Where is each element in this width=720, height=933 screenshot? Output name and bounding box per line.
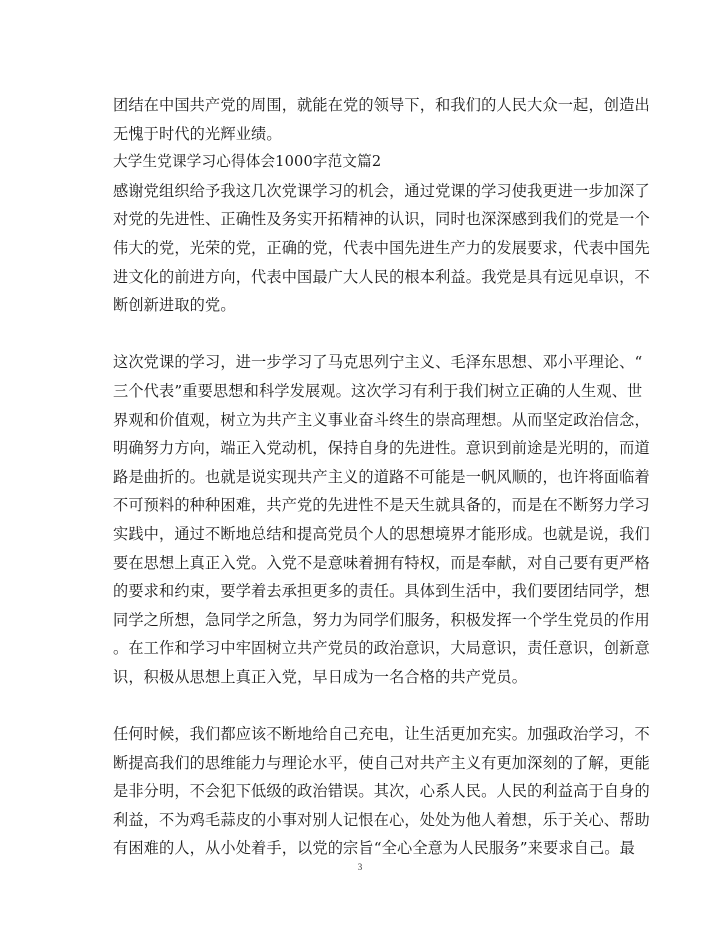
document-body <box>113 91 650 863</box>
paragraph-study <box>113 348 650 691</box>
text-line: 的要求和约束，要学着去承担更多的责任。具体到生活中，我们要团结同学，想 <box>113 582 650 601</box>
paragraph-spacer <box>113 691 613 720</box>
section-heading: 大学生党课学习心得体会1000字范文篇2 <box>113 153 382 171</box>
text-line: 同学之所想，急同学之所急，努力为同学们服务，积极发挥一个学生党员的作用 <box>113 610 650 629</box>
text-line: 是非分明，不会犯下低级的政治错误。其次，心系人民。人民的利益高于自身的 <box>113 782 650 801</box>
text-line: 界观和价值观，树立为共产主义事业奋斗终生的崇高理想。从而坚定政治信念， <box>113 410 650 429</box>
text-line: 利益，不为鸡毛蒜皮的小事对别人记恨在心，处处为他人着想，乐于关心、帮助 <box>113 810 650 829</box>
text-line: 断提高我们的思维能力与理论水平，使自己对共产主义有更加深刻的了解，更能 <box>113 753 650 772</box>
text-line: 对党的先进性、正确性及务实开拓精神的认识，同时也深深感到我们的党是一个 <box>113 210 650 229</box>
text-line: 断创新进取的党。 <box>113 296 236 315</box>
paragraph-thanks <box>113 177 650 320</box>
paragraph-always <box>113 720 650 863</box>
text-line: 无愧于时代的光辉业绩。 <box>113 124 282 143</box>
text-line: 团结在中国共产党的周围，就能在党的领导下，和我们的人民大众一起，创造出 <box>113 96 650 114</box>
text-line: 识，积极从思想上真正入党，早日成为一名合格的共产党员。 <box>113 667 528 686</box>
text-line: 有困难的人，从小处着手，以党的宗旨“全心全意为人民服务”来要求自己。最 <box>113 839 635 858</box>
paragraph-continuation <box>113 91 650 148</box>
text-line: 三个代表”重要思想和科学发展观。这次学习有利于我们树立正确的人生观、世 <box>113 381 643 400</box>
text-line: 感谢党组织给予我这几次党课学习的机会，通过党课的学习使我更进一步加深了 <box>113 181 650 200</box>
page-number: 3 <box>357 862 363 872</box>
paragraph-spacer <box>113 320 613 349</box>
text-line: 这次党课的学习，进一步学习了马克思列宁主义、毛泽东思想、邓小平理论、“ <box>113 353 643 372</box>
text-line: 。在工作和学习中牢固树立共产党员的政治意识，大局意识，责任意识，创新意 <box>113 639 650 658</box>
text-line: 明确努力方向，端正入党动机，保持自身的先进性。意识到前途是光明的，而道 <box>113 439 650 458</box>
text-line: 伟大的党，光荣的党，正确的党，代表中国先进生产力的发展要求，代表中国先 <box>113 238 650 257</box>
text-line: 路是曲折的。也就是说实现共产主义的道路不可能是一帆风顺的，也许将面临着 <box>113 467 650 486</box>
text-line: 进文化的前进方向，代表中国最广大人民的根本利益。我党是具有远见卓识，不 <box>113 267 650 286</box>
text-line: 要在思想上真正入党。入党不是意味着拥有特权，而是奉献，对自己要有更严格 <box>113 553 650 572</box>
text-line: 不可预料的种种困难，共产党的先进性不是天生就具备的，而是在不断努力学习 <box>113 496 650 515</box>
text-line: 任何时候，我们都应该不断地给自己充电，让生活更加充实。加强政治学习，不 <box>113 725 650 744</box>
text-line: 实践中，通过不断地总结和提高党员个人的思想境界才能形成。也就是说，我们 <box>113 524 650 543</box>
